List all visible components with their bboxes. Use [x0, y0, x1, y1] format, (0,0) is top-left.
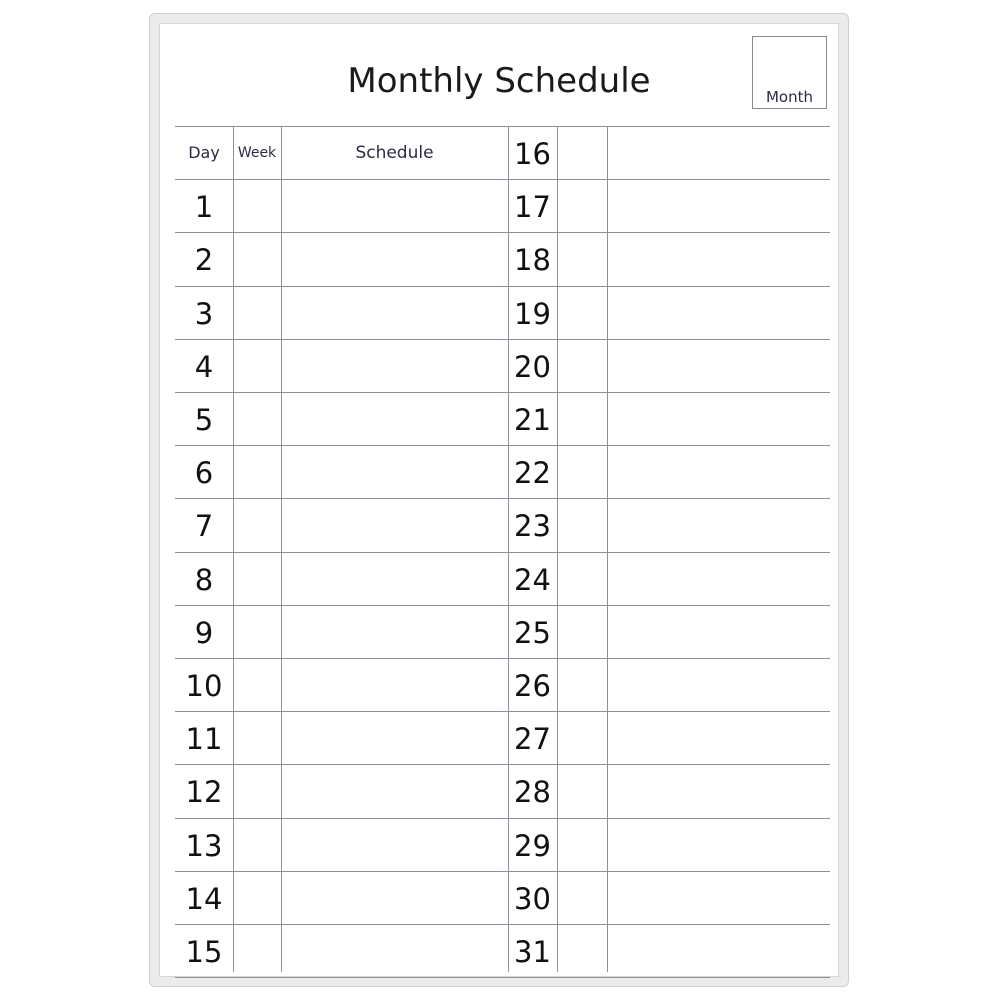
day-number: 18 — [514, 243, 551, 277]
day-number: 4 — [194, 350, 214, 384]
day-number: 6 — [194, 456, 214, 490]
day-number: 19 — [514, 297, 551, 331]
grid-row-line — [175, 871, 830, 872]
grid-column-line — [281, 126, 282, 972]
grid-row-line — [175, 445, 830, 446]
day-number: 10 — [185, 669, 223, 703]
board-title: Monthly Schedule — [347, 61, 651, 101]
day-number: 23 — [514, 509, 551, 543]
grid-column-line — [557, 126, 558, 972]
header-week: Week — [237, 145, 277, 161]
day-number: 12 — [185, 775, 223, 809]
day-number: 14 — [185, 882, 223, 916]
month-label: Month — [765, 88, 813, 106]
schedule-board — [159, 23, 839, 977]
day-number: 30 — [514, 882, 551, 916]
grid-row-line — [175, 498, 830, 499]
day-number: 27 — [514, 722, 551, 756]
grid-row-line — [175, 711, 830, 712]
whiteboard-frame — [150, 14, 848, 986]
day-number: 13 — [185, 829, 223, 863]
day-number: 28 — [514, 775, 551, 809]
grid-row-line — [175, 977, 830, 978]
grid-row-line — [175, 232, 830, 233]
day-number: 22 — [514, 456, 551, 490]
grid-column-line — [233, 126, 234, 972]
grid-row-line — [175, 552, 830, 553]
day-number: 2 — [194, 243, 214, 277]
grid-row-line — [175, 764, 830, 765]
grid-row-line — [175, 658, 830, 659]
grid-row-line — [175, 339, 830, 340]
day-number: 24 — [514, 563, 551, 597]
header-schedule: Schedule — [355, 143, 434, 163]
day-number: 25 — [514, 616, 551, 650]
month-box — [752, 36, 827, 109]
day-number: 20 — [514, 350, 551, 384]
grid-column-line — [607, 126, 608, 972]
grid-row-line — [175, 605, 830, 606]
day-number: 16 — [514, 137, 551, 171]
header-day: Day — [188, 143, 220, 162]
grid-row-line — [175, 286, 830, 287]
grid-row-line — [175, 126, 830, 127]
day-number: 21 — [514, 403, 551, 437]
day-number: 15 — [185, 935, 223, 969]
day-number: 1 — [194, 190, 214, 224]
day-number: 29 — [514, 829, 551, 863]
day-number: 17 — [514, 190, 551, 224]
day-number: 26 — [514, 669, 551, 703]
day-number: 5 — [194, 403, 214, 437]
grid-row-line — [175, 392, 830, 393]
day-number: 7 — [194, 509, 214, 543]
day-number: 11 — [185, 722, 223, 756]
day-number: 31 — [514, 935, 551, 969]
day-number: 8 — [194, 563, 214, 597]
grid-row-line — [175, 818, 830, 819]
day-number: 3 — [194, 297, 214, 331]
grid-row-line — [175, 924, 830, 925]
day-number: 9 — [194, 616, 214, 650]
grid-row-line — [175, 179, 830, 180]
